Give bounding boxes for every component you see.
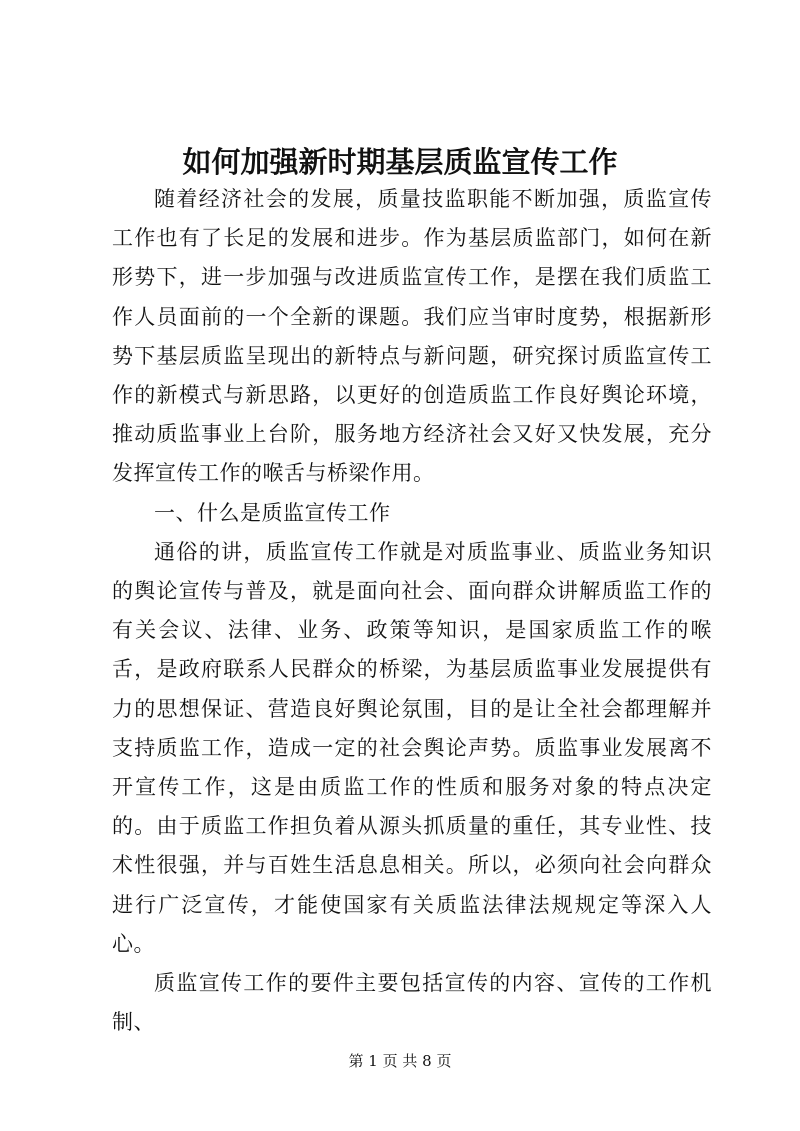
paragraph-elements: 质监宣传工作的要件主要包括宣传的内容、宣传的工作机制、	[112, 971, 712, 1035]
document-title: 如何加强新时期基层质监宣传工作	[182, 145, 618, 179]
page-footer: 第 1 页 共 8 页	[348, 1052, 452, 1070]
document-body	[112, 180, 712, 1042]
paragraph-intro: 随着经济社会的发展，质量技监职能不断加强，质监宣传工作也有了长足的发展和进步。作为基层质监部门，如何在新形势下，进一步加强与改进质监宣传工作，是摆在我们质监工作人员面前的一个全新的课题。我们应当审时度势，根据新形势下基层质监呈现出的新特点与新问题，研究探讨质监宣传工作的新模式与新思路，以更好的创造质监工作良好舆论环境，推动质监事业上台阶，服务地方经济社会又好又快发展，充分发挥宣传工作的喉舌与桥梁作用。	[112, 187, 712, 486]
section-heading-1: 一、什么是质监宣传工作	[154, 500, 391, 525]
paragraph-definition: 通俗的讲，质监宣传工作就是对质监事业、质监业务知识的舆论宣传与普及，就是面向社会、面向群众讲解质监工作的有关会议、法律、业务、政策等知识，是国家质监工作的喉舌，是政府联系人民群众的桥梁，为基层质监事业发展提供有力的思想保证、营造良好舆论氛围，目的是让全社会都理解并支持质监工作，造成一定的社会舆论声势。质监事业发展离不开宣传工作，这是由质监工作的性质和服务对象的特点决定的。由于质监工作担负着从源头抓质量的重任，其专业性、技术性很强，并与百姓生活息息相关。所以，必须向社会向群众进行广泛宣传，才能使国家有关质监法律法规规定等深入人心。	[112, 539, 712, 956]
